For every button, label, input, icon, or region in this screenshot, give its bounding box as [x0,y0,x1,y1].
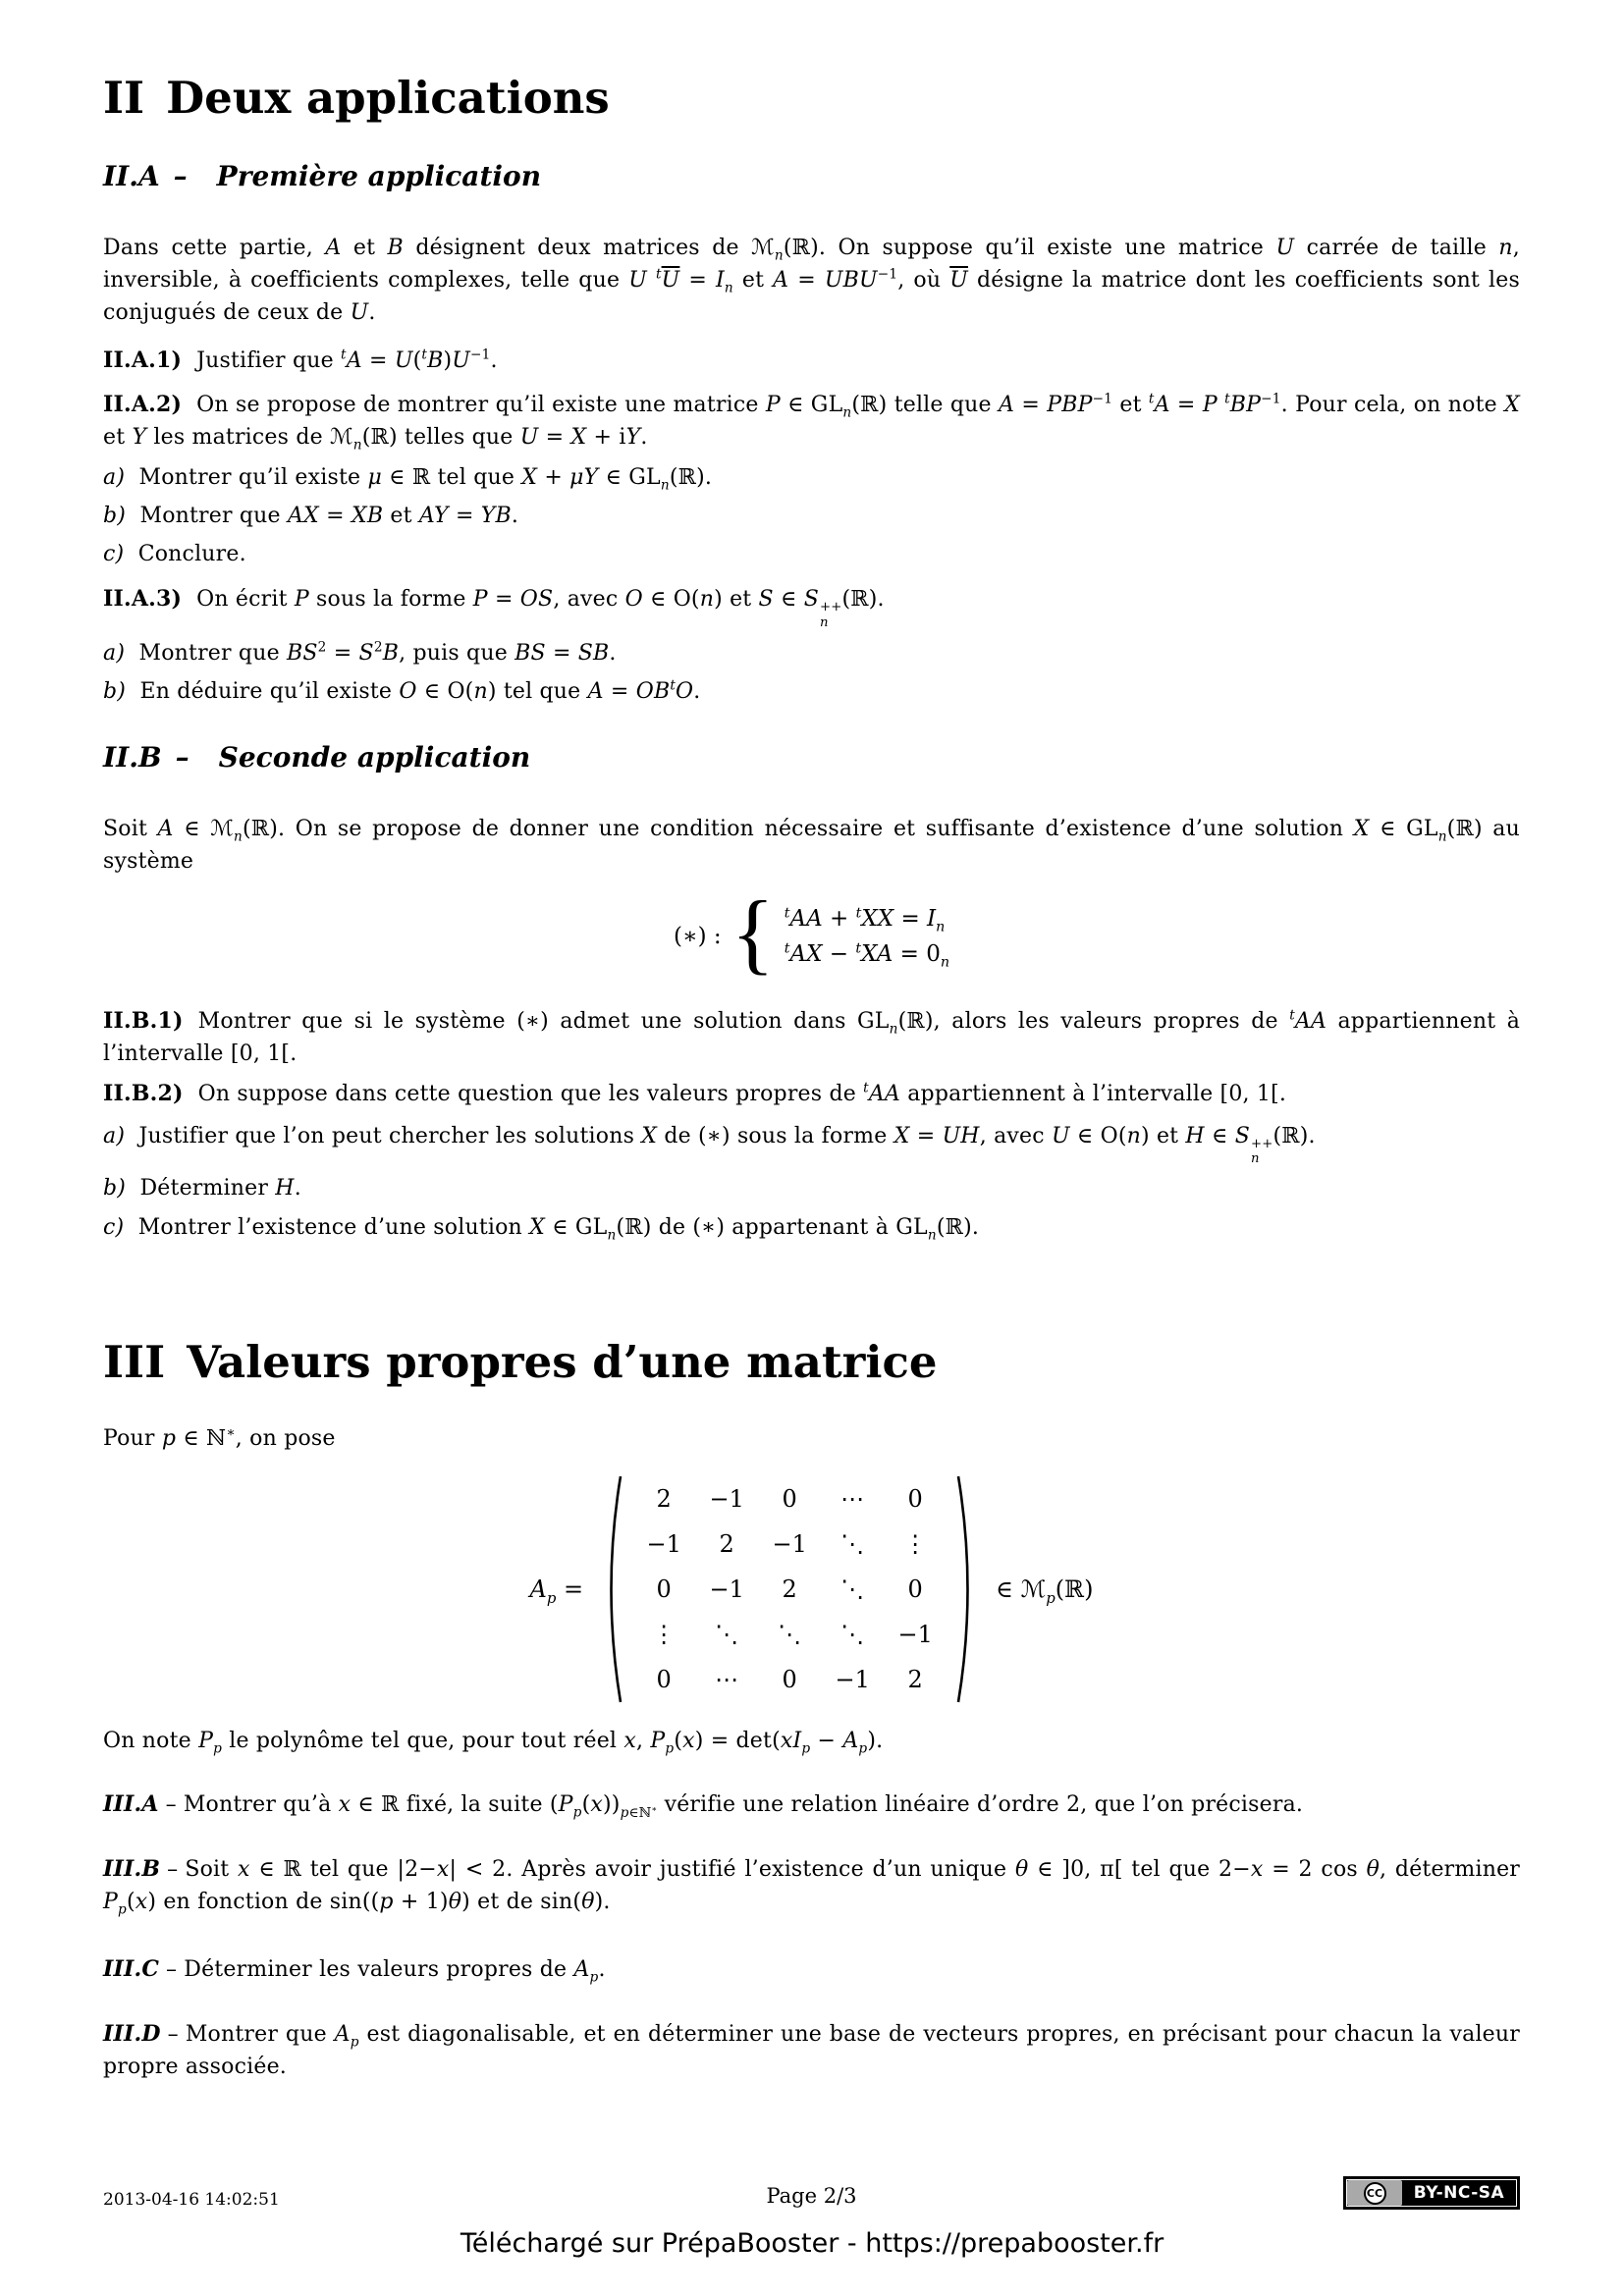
download-source-link[interactable]: Téléchargé sur PrépaBooster - https://prepabooster.fr [460,2228,1164,2259]
system-equation-1: $^tAA + ^tXX = I_n$ [784,904,946,935]
matrix-cell: −1 [709,1485,744,1514]
section-ii-title [103,72,1520,124]
matrix-cell: 0 [782,1666,797,1694]
subsection-iia-title: Première application [216,160,542,193]
left-paren-icon [599,1472,624,1706]
cc-logo-panel [1347,2180,1402,2206]
cc-icon-text: CC [1366,2186,1383,2200]
question-iib2: II.B.2) On suppose dans cette question que les valeurs propres de $^t$AA appartiennent à l’intervalle [0, 1[. [103,1080,1287,1106]
license-type-label: BY-NC-SA [1413,2183,1505,2203]
left-brace: { [731,882,775,984]
matrix-cell: ⋯ [840,1485,865,1514]
question-iib2-item-c: c) Montrer l’existence d’une solution X ∈ $GL_n(ℝ)$ de (∗) appartenant à $GL_n(ℝ)$. [103,1215,980,1244]
matrix-cell: ⋮ [652,1621,677,1649]
subsection-iia-number: II.A [103,160,160,193]
question-iia2-item-c: c) Conclure. [103,542,246,567]
matrix-cell: ⋱ [840,1575,865,1604]
subsection-iib-heading [103,740,1520,774]
system-star-equation [103,882,1520,984]
matrix-cell: 0 [656,1575,672,1604]
matrix-cell: ⋱ [840,1621,865,1649]
subsection-iib-number: II.B [103,740,162,774]
iia-intro-paragraph: Dans cette partie, A et B désignent deux matrices de ℳ$_n$(ℝ). On suppose qu’il existe une matrice U carrée de taille n, inversible, à coefficients complexes, telle que U $^t\overline{U} = I_n$ et $A = UBU^{-1}$, où $\overline{U}$ désigne la matrice dont les coefficients sont les conjugués de ceux de U. [103,236,1521,326]
section-iii-number: III [103,1336,166,1389]
subsection-iia-dash: – [173,160,188,193]
iii-intro-paragraph: Pour p ∈ ℕ∗, on pose [103,1425,336,1452]
page-footer [103,2176,1520,2212]
cc-license-badge[interactable] [1343,2176,1520,2210]
question-iiic: III.C – Déterminer les valeurs propres de $A_p$. [103,1956,606,1986]
subsection-iib-dash: – [175,740,189,774]
matrix-cell: 0 [656,1666,672,1694]
matrix-cell: 2 [719,1530,734,1559]
system-equations [784,904,950,971]
question-iib2-item-b: b) Déterminer H. [103,1176,301,1201]
question-iiid: III.D – Montrer que $A_p$ est diagonalisable, et en déterminer une base de vecteurs propres, en précisant pour chacun la valeur propre associée. [103,2021,1520,2080]
section-iii-text: Valeurs propres d’une matrice [187,1336,938,1389]
right-paren-icon [954,1472,980,1706]
matrix-ap-display [103,1469,1520,1709]
section-iii-title [103,1336,1520,1389]
matrix-cell: −1 [709,1575,744,1604]
question-iia2: II.A.2) On se propose de montrer qu’il existe une matrice P ∈ $GL_n(ℝ)$ telle que $A = PBP^{-1}$ et $^t$A = P $^tBP^{-1}$. Pour cela, on note X et Y les matrices de ℳ$_n$(ℝ) telles que U = X + iY. [103,391,1520,454]
matrix-cell: ⋱ [840,1530,865,1559]
section-ii-text: Deux applications [166,72,610,124]
matrix-cell: −1 [772,1530,807,1559]
system-equation-2: $^tAX - ^tXA = 0_n$ [784,939,950,971]
generation-timestamp: 2013-04-16 14:02:51 [103,2190,280,2210]
cc-icon [1364,2182,1386,2205]
question-iib1: II.B.1) Montrer que si le système (∗) admet une solution dans $GL_n(ℝ)$, alors les valeurs propres de $^t$AA appartiennent à l’intervalle [0, 1[. [103,1007,1521,1066]
question-iib2-item-a: a) Justifier que l’on peut chercher les solutions X de (∗) sous la forme X = UH, avec U ∈ O(n) et H ∈ S ++ n (ℝ). [103,1123,1316,1166]
matrix-cell: −1 [897,1621,933,1649]
matrix-cell: ⋮ [903,1530,928,1559]
matrix-cell: 0 [907,1575,923,1604]
matrix-cell: 2 [656,1485,672,1514]
section-ii-number: II [103,72,145,124]
matrix-grid [624,1476,954,1702]
question-iiia: III.A – Montrer qu’à x ∈ ℝ fixé, la suite $(P_p(x))_{p\in ℕ^∗}$ vérifie une relation linéaire d’ordre 2, que l’on précisera. [103,1791,1304,1821]
matrix-cell: ⋯ [715,1666,739,1694]
matrix-cell: 0 [782,1485,797,1514]
question-iia2-item-a: a) Montrer qu’il existe μ ∈ ℝ tel que X + μY ∈ $GL_n(ℝ)$. [103,465,713,494]
matrix-cell: 2 [907,1666,923,1694]
page-number: Page 2/3 [766,2184,857,2208]
question-iia3: II.A.3) On écrit P sous la forme P = OS, avec O ∈ O(n) et S ∈ S ++ n (ℝ). [103,586,885,630]
matrix-membership: ∈ ℳ$_p$(ℝ) [996,1575,1094,1608]
matrix-label: $A_p$ = [529,1575,584,1608]
subsection-iib-title: Seconde application [218,740,531,774]
question-iia2-item-b: b) Montrer que AX = XB et AY = YB. [103,504,519,529]
system-label: (∗) : [673,923,722,949]
matrix-cell: 0 [907,1485,923,1514]
matrix-cell: −1 [835,1666,870,1694]
polynomial-definition: On note $P_p$ le polynôme tel que, pour tout réel x, $P_p(x) = \det(xI_p - A_p)$. [103,1729,884,1757]
iib-intro-paragraph: Soit A ∈ ℳ$_n$(ℝ). On se propose de donner une condition nécessaire et suffisante d’existence d’une solution X ∈ $GL_n(ℝ)$ au système [103,816,1520,874]
cc-badge-frame [1346,2179,1517,2207]
matrix-cell: ⋱ [778,1621,802,1649]
subsection-iia-heading [103,162,1520,192]
matrix-cell: −1 [646,1530,681,1559]
matrix-cell: ⋱ [715,1621,739,1649]
question-iia3-item-a: a) Montrer que $BS^2 = S^2B$, puis que BS = SB. [103,639,617,666]
question-iia3-item-b: b) En déduire qu’il existe O ∈ O(n) tel que $A = OB^tO$. [103,677,701,704]
question-iiib: III.B – Soit x ∈ ℝ tel que |2−x| < 2. Après avoir justifié l’existence d’un unique θ ∈ ]0, π[ tel que 2−x = 2 cos θ, déterminer $P_p(x)$ en fonction de sin((p + 1)θ) et de sin(θ). [103,1856,1521,1918]
question-iia1: II.A.1) Justifier que $^tA = U(^tB)U^{-1}$. [103,347,498,374]
matrix-cell: 2 [782,1575,797,1604]
